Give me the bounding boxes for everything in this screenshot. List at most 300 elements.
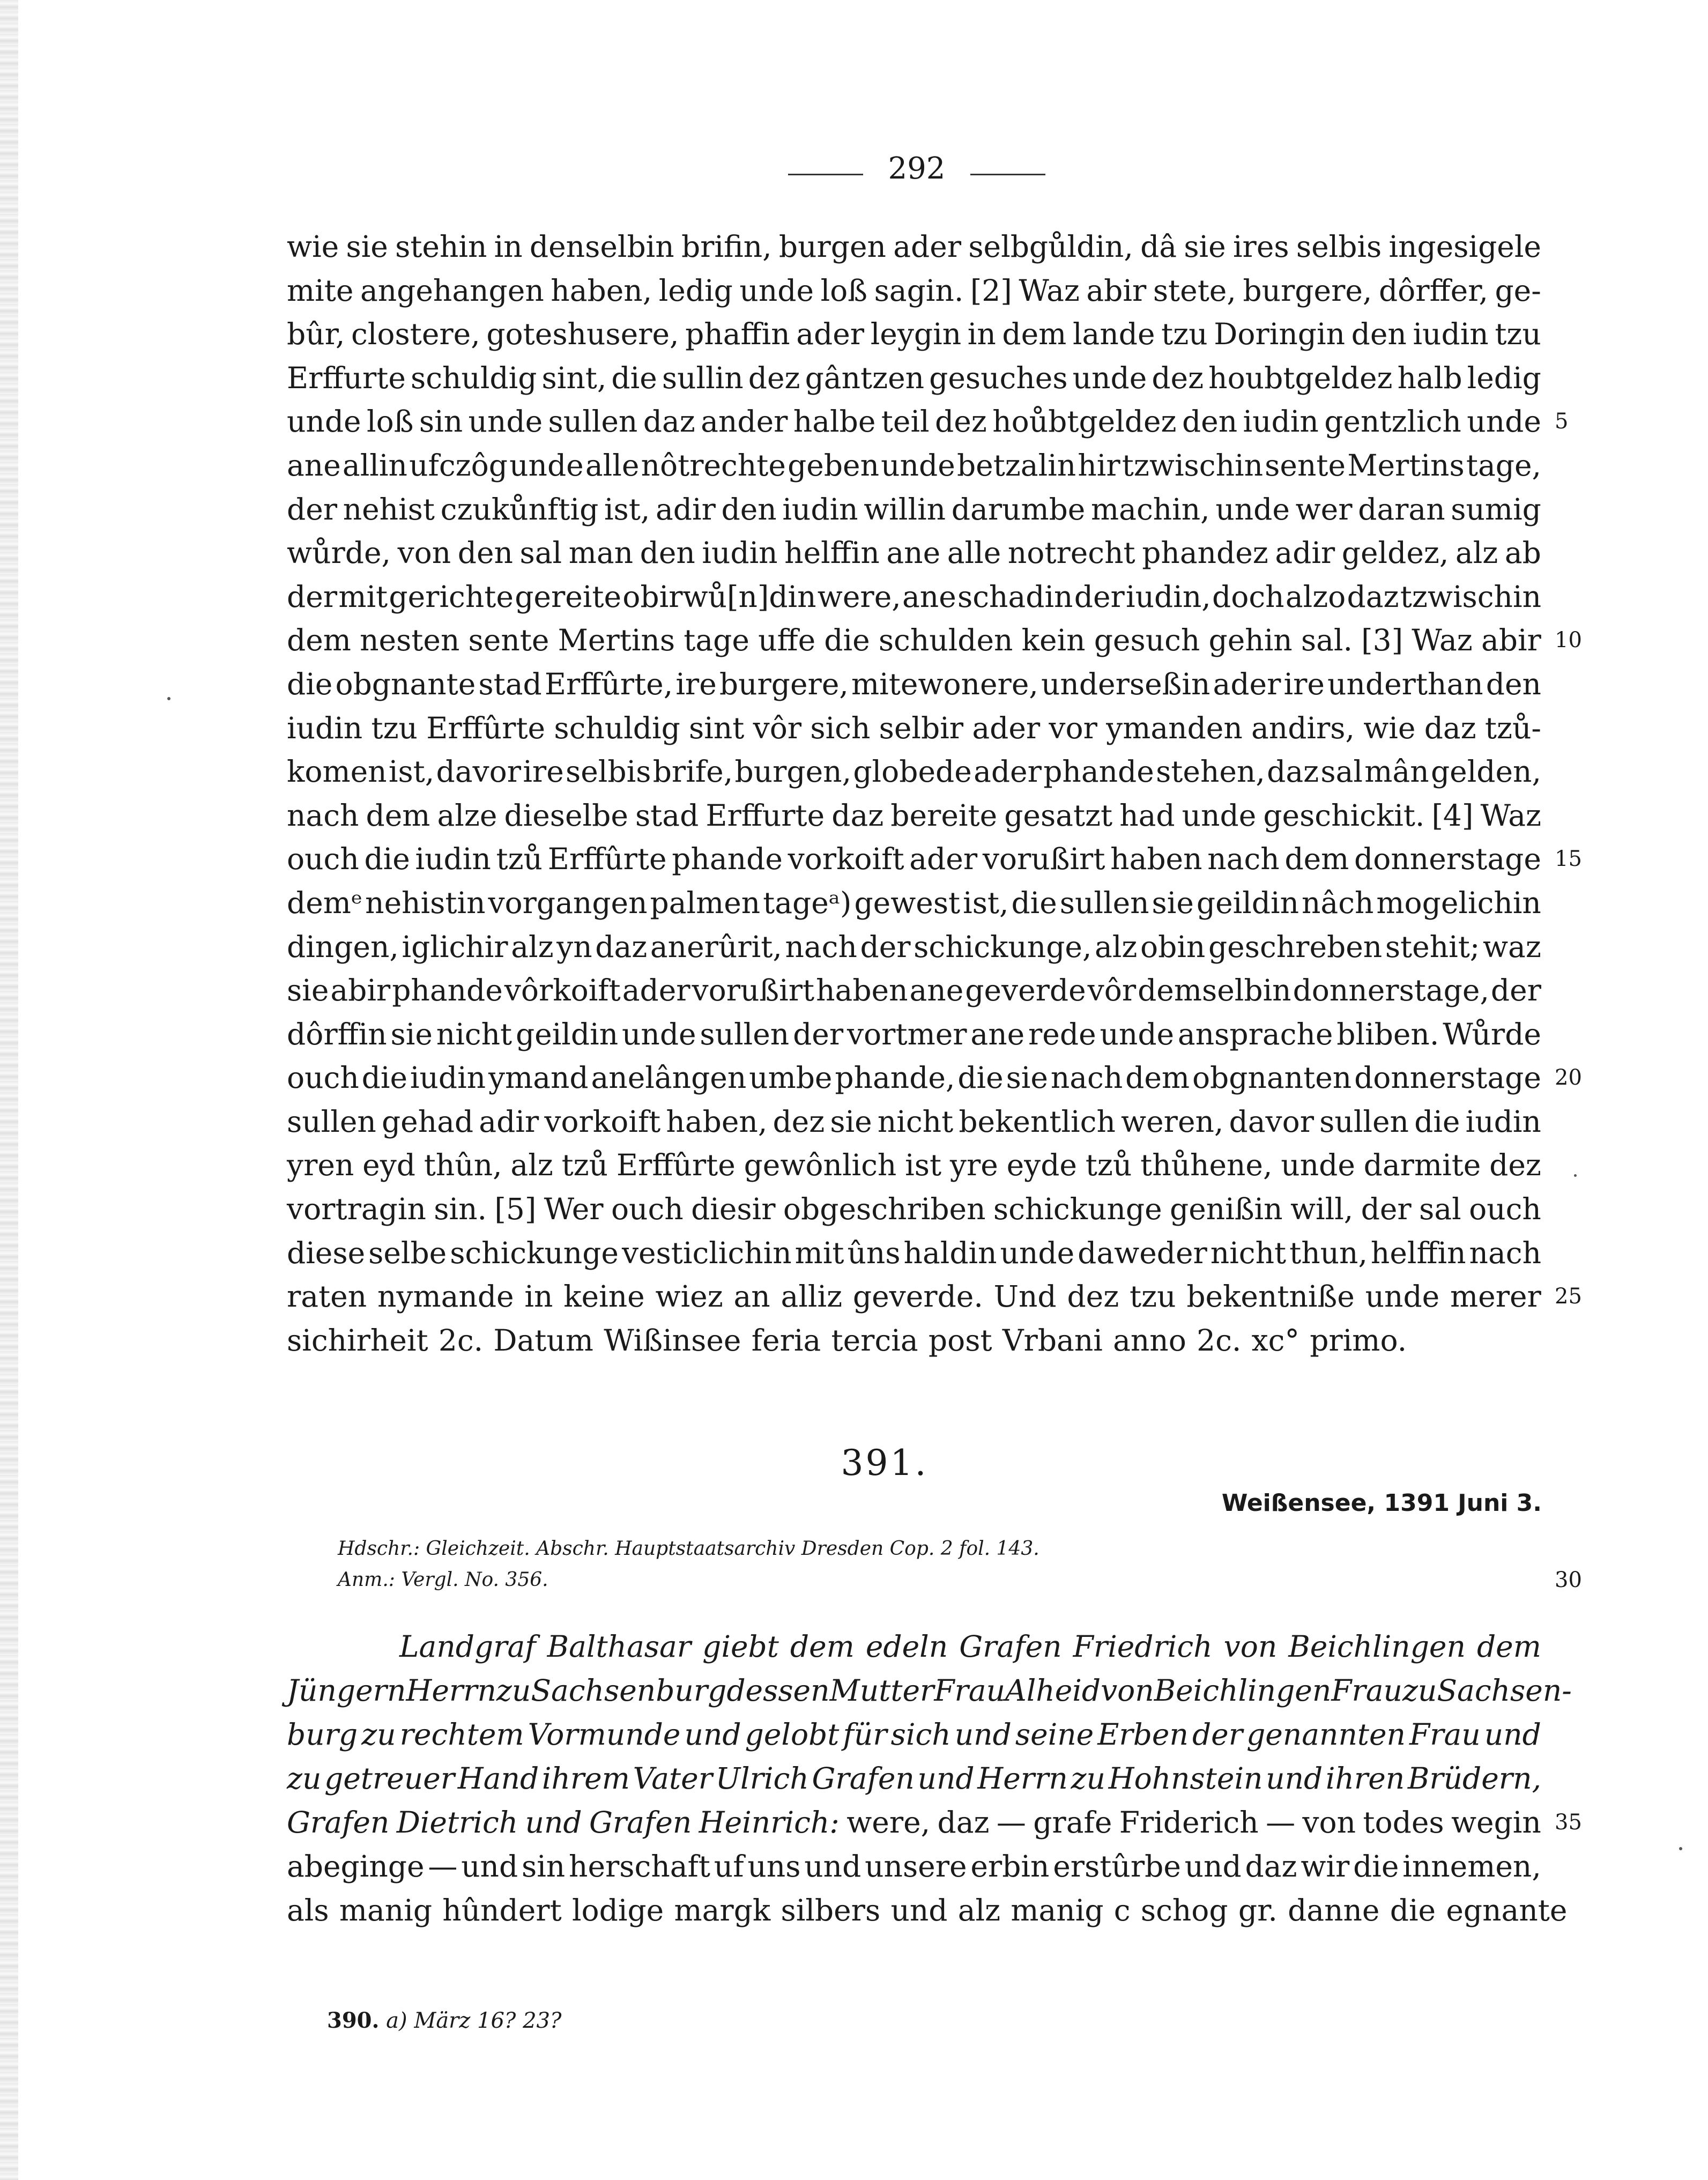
text-line (287, 1232, 1541, 1276)
word: sal. (1301, 623, 1353, 658)
line-number-5: 5 (1555, 409, 1569, 434)
word: sullen (700, 1017, 790, 1051)
word: ire (675, 666, 717, 701)
word: und (917, 1761, 975, 1796)
word: unde (509, 448, 584, 483)
word: phandez (1142, 536, 1268, 570)
word: tzwischin (1400, 579, 1541, 614)
word: iudin, (1126, 579, 1211, 614)
word: obgnanten (1192, 1061, 1352, 1095)
text-line (287, 750, 1541, 794)
word: danne (1288, 1893, 1380, 1927)
word: tzů (561, 1148, 608, 1183)
word: und (890, 1893, 948, 1927)
word: ander (701, 404, 788, 439)
word: Grafen (812, 1761, 915, 1796)
word: alz (511, 929, 554, 964)
word: mitewonere, (851, 666, 1038, 701)
word: den (721, 492, 777, 527)
word: sin. (434, 1192, 487, 1227)
word: selbis (1296, 229, 1382, 264)
word: Balthasar (547, 1629, 692, 1664)
word: sin (419, 404, 463, 439)
line-number-25: 25 (1555, 1284, 1582, 1309)
word: thůhene, (1140, 1148, 1273, 1183)
place-date: Weißensee, 1391 Juni 3. (1221, 1489, 1542, 1517)
word: sich (810, 710, 871, 745)
word: rede (1028, 1017, 1096, 1051)
word: abeginge (287, 1849, 425, 1884)
word: donnerstage (1354, 1061, 1541, 1095)
word: der (860, 929, 911, 964)
word: in (524, 1279, 553, 1314)
word: alle (585, 448, 640, 483)
word: dieselbe (504, 798, 628, 833)
regest-line (287, 1844, 1541, 1888)
word: wer (1295, 492, 1353, 527)
word: iudin (1465, 1104, 1541, 1139)
scan-binding-edge (0, 0, 18, 2180)
word: die (957, 1061, 1004, 1095)
word: daz (1267, 754, 1319, 789)
word: den (1182, 404, 1238, 439)
word: nehistin (365, 885, 486, 920)
word: sal (1419, 1192, 1461, 1227)
word: bekentlich (959, 1104, 1116, 1139)
word: iudin (287, 710, 363, 745)
word: ist, (388, 754, 435, 789)
word: Und (993, 1279, 1057, 1314)
word: gr. (1238, 1893, 1278, 1927)
text-line (287, 1056, 1541, 1100)
word: davor (1229, 1104, 1315, 1139)
word: helffin (784, 536, 880, 570)
word: seine (1015, 1717, 1094, 1752)
word: tzu (371, 710, 418, 745)
word: ymand (488, 1061, 589, 1095)
word: bliben. (1336, 1017, 1439, 1051)
word: burg (287, 1717, 358, 1752)
word: unsere (865, 1849, 967, 1884)
word: sie (1184, 229, 1226, 264)
word: sal (1320, 754, 1363, 789)
word: donnerstage, (1293, 973, 1489, 1008)
source-annotation: Anm.: Vergl. No. 356. (338, 1569, 548, 1591)
word: sullen (548, 404, 638, 439)
word: thûn, (424, 1148, 502, 1183)
word: wůrde, (287, 536, 391, 570)
word: demselbin (1138, 973, 1291, 1008)
word: ihren (1325, 1761, 1405, 1796)
word: bûr, (287, 317, 345, 352)
word: Erffûrte (616, 1148, 736, 1183)
text-line (287, 269, 1541, 313)
word: nôtrechte (641, 448, 786, 483)
word: iudin (782, 492, 858, 527)
word: gewest (854, 885, 961, 920)
line-number-10: 10 (1555, 628, 1582, 653)
word: gehin (1208, 623, 1293, 658)
text-line (287, 400, 1541, 444)
footnote (327, 2008, 561, 2033)
word: selbir (879, 710, 964, 745)
word: vôr (753, 710, 802, 745)
word: nach (1207, 842, 1280, 877)
word: ûns (847, 1235, 901, 1270)
word: daz (643, 404, 695, 439)
word: weren, (1121, 1104, 1224, 1139)
word: die (1414, 1104, 1460, 1139)
word: phande, (835, 1061, 955, 1095)
word: Grafen (287, 1805, 390, 1840)
word: ane (909, 973, 964, 1008)
word: stehen, (1156, 754, 1265, 789)
word: iudin (1243, 404, 1319, 439)
word: und (1484, 1717, 1541, 1752)
word: xc° (1251, 1323, 1299, 1358)
word: uf (714, 1849, 744, 1884)
text-line (287, 1319, 1541, 1363)
word: schickunge, (914, 929, 1092, 964)
word: alliz (781, 1279, 843, 1314)
word: Mertins (1347, 448, 1465, 483)
word: dôrffin (287, 1017, 387, 1051)
word: Sachsenburg (531, 1673, 727, 1708)
word: nach (1469, 1235, 1541, 1270)
word: stehit; (1385, 929, 1480, 964)
word: innemen, (1402, 1849, 1541, 1884)
word: dem (1476, 1629, 1541, 1664)
word: alzo (1285, 579, 1346, 614)
word: burgen (778, 229, 886, 264)
word: vor (1049, 710, 1097, 745)
word: daran (1358, 492, 1445, 527)
word: daz (1424, 710, 1476, 745)
word: die (361, 1061, 407, 1095)
word: dez (773, 1104, 825, 1139)
word: [3] (1361, 623, 1403, 658)
word: underthan (1327, 666, 1483, 701)
word: alz (1455, 536, 1498, 570)
word: davor (436, 754, 522, 789)
word: Waz (1480, 798, 1541, 833)
word: vorußirt (982, 842, 1105, 877)
word: von (397, 536, 451, 570)
word: brifin, (681, 229, 772, 264)
word: ader (622, 973, 690, 1008)
word: will, (1290, 1192, 1354, 1227)
word: stete, (1153, 273, 1236, 308)
word: ge- (1495, 273, 1541, 308)
word: Mutter (829, 1673, 934, 1708)
word: gentzlich (1324, 404, 1461, 439)
word: die (1011, 885, 1057, 920)
word: ader (1213, 666, 1281, 701)
word: vorkoift (788, 842, 904, 877)
word: geildin (1196, 885, 1299, 920)
word: anelângen (591, 1061, 747, 1095)
document-number: 391. (841, 1442, 929, 1484)
word: diese (287, 1235, 366, 1270)
word: had (1119, 798, 1175, 833)
word: darumbe (951, 492, 1086, 527)
word: allin (342, 448, 407, 483)
word: Mertins (558, 623, 675, 658)
word: sich (890, 1717, 951, 1752)
word: daz (937, 1805, 990, 1840)
word: ist, (604, 492, 650, 527)
word: doch (1212, 579, 1284, 614)
word: dez (748, 360, 800, 395)
word: haben (816, 973, 908, 1008)
word: Erffûrte (547, 842, 667, 877)
word: vortragin (287, 1192, 426, 1227)
word: schulden (878, 623, 1013, 658)
word: nach (287, 798, 359, 833)
word: nesten (360, 623, 460, 658)
word: geschreben (1208, 929, 1383, 964)
word: alz (510, 1148, 553, 1183)
word: Frau (1409, 1717, 1481, 1752)
word: selbgůldin, (968, 229, 1133, 264)
word: obgnante (335, 666, 476, 701)
text-line (287, 488, 1541, 532)
text-line (287, 925, 1541, 969)
word: dem (790, 1629, 855, 1664)
word: merer (1450, 1279, 1541, 1314)
word: wir (1301, 1849, 1350, 1884)
word: gehad (381, 1104, 474, 1139)
text-line (287, 531, 1541, 575)
word: Wer (544, 1192, 604, 1227)
word: gântzen (805, 360, 925, 395)
word: genannten (1246, 1717, 1406, 1752)
word: geben (788, 448, 880, 483)
word: clostere, (351, 317, 480, 352)
regest-line (287, 1800, 1541, 1844)
word: tzu (1129, 1279, 1176, 1314)
word: diesir (691, 1192, 776, 1227)
word: betzalin (956, 448, 1076, 483)
text-line (287, 225, 1541, 269)
word: — (428, 1849, 458, 1884)
word: vortmer (846, 1017, 967, 1051)
word: raten (287, 1279, 367, 1314)
word: und (525, 1805, 582, 1840)
word: unde (621, 1017, 696, 1051)
word: nicht (877, 1104, 954, 1139)
word: haldin (903, 1235, 997, 1270)
text-line (287, 837, 1541, 881)
word: alz (957, 1893, 1001, 1927)
word: edeln (865, 1629, 948, 1664)
word: die (1353, 1849, 1399, 1884)
word: ufczôg (409, 448, 508, 483)
word: silbers (781, 1893, 881, 1927)
word: Erffûrte (426, 710, 546, 745)
word: Friedrich (1073, 1629, 1213, 1664)
word: haben, (551, 273, 652, 308)
word: vôrkoift (504, 973, 621, 1008)
word: geldez, (1341, 536, 1449, 570)
word: 2c. (438, 1323, 484, 1358)
word: Herrn (977, 1761, 1068, 1796)
word: houbtgeldez (1208, 360, 1393, 395)
word: waz (1482, 929, 1541, 964)
word: Sachsen- (1437, 1673, 1572, 1708)
word: ire (1283, 666, 1325, 701)
word: an (733, 1279, 770, 1314)
word: der (287, 579, 338, 614)
word: Grafen (959, 1629, 1062, 1664)
word: hûndert (442, 1893, 562, 1927)
word: manig (339, 1893, 433, 1927)
word: ader (796, 317, 865, 352)
word: anerûrit, (650, 929, 782, 964)
word: unde (1467, 404, 1541, 439)
word: anno (1113, 1323, 1186, 1358)
word: stad (635, 798, 699, 833)
word: [4] (1431, 798, 1474, 833)
word: sal (519, 536, 562, 570)
word: were, (817, 579, 901, 614)
regest-line (287, 1712, 1541, 1756)
word: andirs, (1251, 710, 1355, 745)
word: Friderich (1119, 1805, 1259, 1840)
word: underseßin (1041, 666, 1211, 701)
word: Waz (1019, 273, 1080, 308)
word: donnerstage (1354, 842, 1541, 877)
word: tzů (1085, 1148, 1132, 1183)
word: in (967, 317, 996, 352)
scan-speck (1574, 1174, 1577, 1177)
word: mit (338, 579, 388, 614)
word: dingen, (287, 929, 399, 964)
text-line (287, 575, 1541, 619)
word: ist, (963, 885, 1009, 920)
word: dôrffer, (1378, 273, 1488, 308)
word: in (494, 229, 523, 264)
header-dash-left (788, 174, 863, 175)
word: unde (1072, 360, 1147, 395)
word: sin (521, 1849, 566, 1884)
regest-line (287, 1888, 1568, 1932)
word: Grafen (589, 1805, 692, 1840)
footnote-ref: 390. (327, 2008, 380, 2033)
word: ouch (1469, 1192, 1541, 1227)
continuation-text (287, 225, 1541, 1362)
word: der (1074, 579, 1125, 614)
text-line (287, 313, 1541, 357)
word: dessen (726, 1673, 830, 1708)
word: nicht (1210, 1235, 1287, 1270)
word: ist (905, 1148, 942, 1183)
word: dem (1125, 1061, 1190, 1095)
word: ymanden (1106, 710, 1243, 745)
word: mit (794, 1235, 844, 1270)
word: unde (287, 404, 361, 439)
text-line (287, 1188, 1541, 1232)
word: manig (1011, 1893, 1104, 1927)
word: sie (1152, 885, 1194, 920)
text-line (287, 619, 1541, 663)
word: die (287, 666, 333, 701)
word: sie (287, 973, 329, 1008)
word: Beichlingen (1288, 1629, 1466, 1664)
word: [5] (494, 1192, 537, 1227)
word: Alheid (1005, 1673, 1101, 1708)
word: die (364, 842, 410, 877)
word: daweder (1078, 1235, 1207, 1270)
word: egnante (1446, 1893, 1568, 1927)
source-manuscript: Hdschr.: Gleichzeit. Abschr. Hauptstaatsarchiv Dresden Cop. 2 fol. 143. (338, 1538, 1039, 1560)
word: unde (1000, 1235, 1075, 1270)
word: unde (1100, 1017, 1175, 1051)
word: schog (1140, 1893, 1228, 1927)
word: Erffurte (287, 360, 406, 395)
word: wegin (1451, 1805, 1541, 1840)
word: Jüngern (287, 1673, 406, 1708)
word: sullin (662, 360, 744, 395)
text-line (287, 357, 1541, 401)
word: für (843, 1717, 887, 1752)
word: schickunge (450, 1235, 619, 1270)
word: ane (287, 448, 341, 483)
word: haben (1110, 842, 1202, 877)
word: Herrn (406, 1673, 496, 1708)
word: adir (1275, 536, 1335, 570)
word: vorgangen (488, 885, 648, 920)
word: tageᵃ) (763, 885, 852, 920)
word: alle (947, 536, 1001, 570)
word: vesticlichin (621, 1235, 792, 1270)
word: palmen (650, 885, 761, 920)
word: mân (1364, 754, 1429, 789)
word: der (1361, 1192, 1412, 1227)
word: dem (287, 623, 351, 658)
word: vorkoift (544, 1104, 661, 1139)
word: geschickit. (1263, 798, 1425, 833)
word: daz (1245, 1849, 1297, 1884)
word: erstûrbe (1053, 1849, 1181, 1884)
word: Ulrich (715, 1761, 809, 1796)
word: tage, (1466, 448, 1541, 483)
word: notrecht (1007, 536, 1135, 570)
word: und (1266, 1761, 1323, 1796)
word: gesuches (929, 360, 1068, 395)
word: selbis (566, 754, 651, 789)
word: sie (830, 1104, 872, 1139)
word: daz (1347, 579, 1399, 614)
word: feria (751, 1323, 821, 1358)
word: der (287, 492, 338, 527)
word: burgere, (719, 666, 849, 701)
page-header (767, 145, 1067, 193)
word: willin (864, 492, 946, 527)
word: margk (674, 1893, 771, 1927)
word: gesuch (1094, 623, 1200, 658)
word: Brüdern, (1407, 1761, 1541, 1796)
word: ader (909, 842, 978, 877)
word: vorußirt (692, 973, 815, 1008)
word: und (1184, 1849, 1242, 1884)
word: ouch (611, 1192, 684, 1227)
word: globede (853, 754, 972, 789)
word: darmite (1363, 1148, 1481, 1183)
word: lodige (571, 1893, 664, 1927)
word: den (1486, 666, 1541, 701)
word: herschaft (569, 1849, 710, 1884)
